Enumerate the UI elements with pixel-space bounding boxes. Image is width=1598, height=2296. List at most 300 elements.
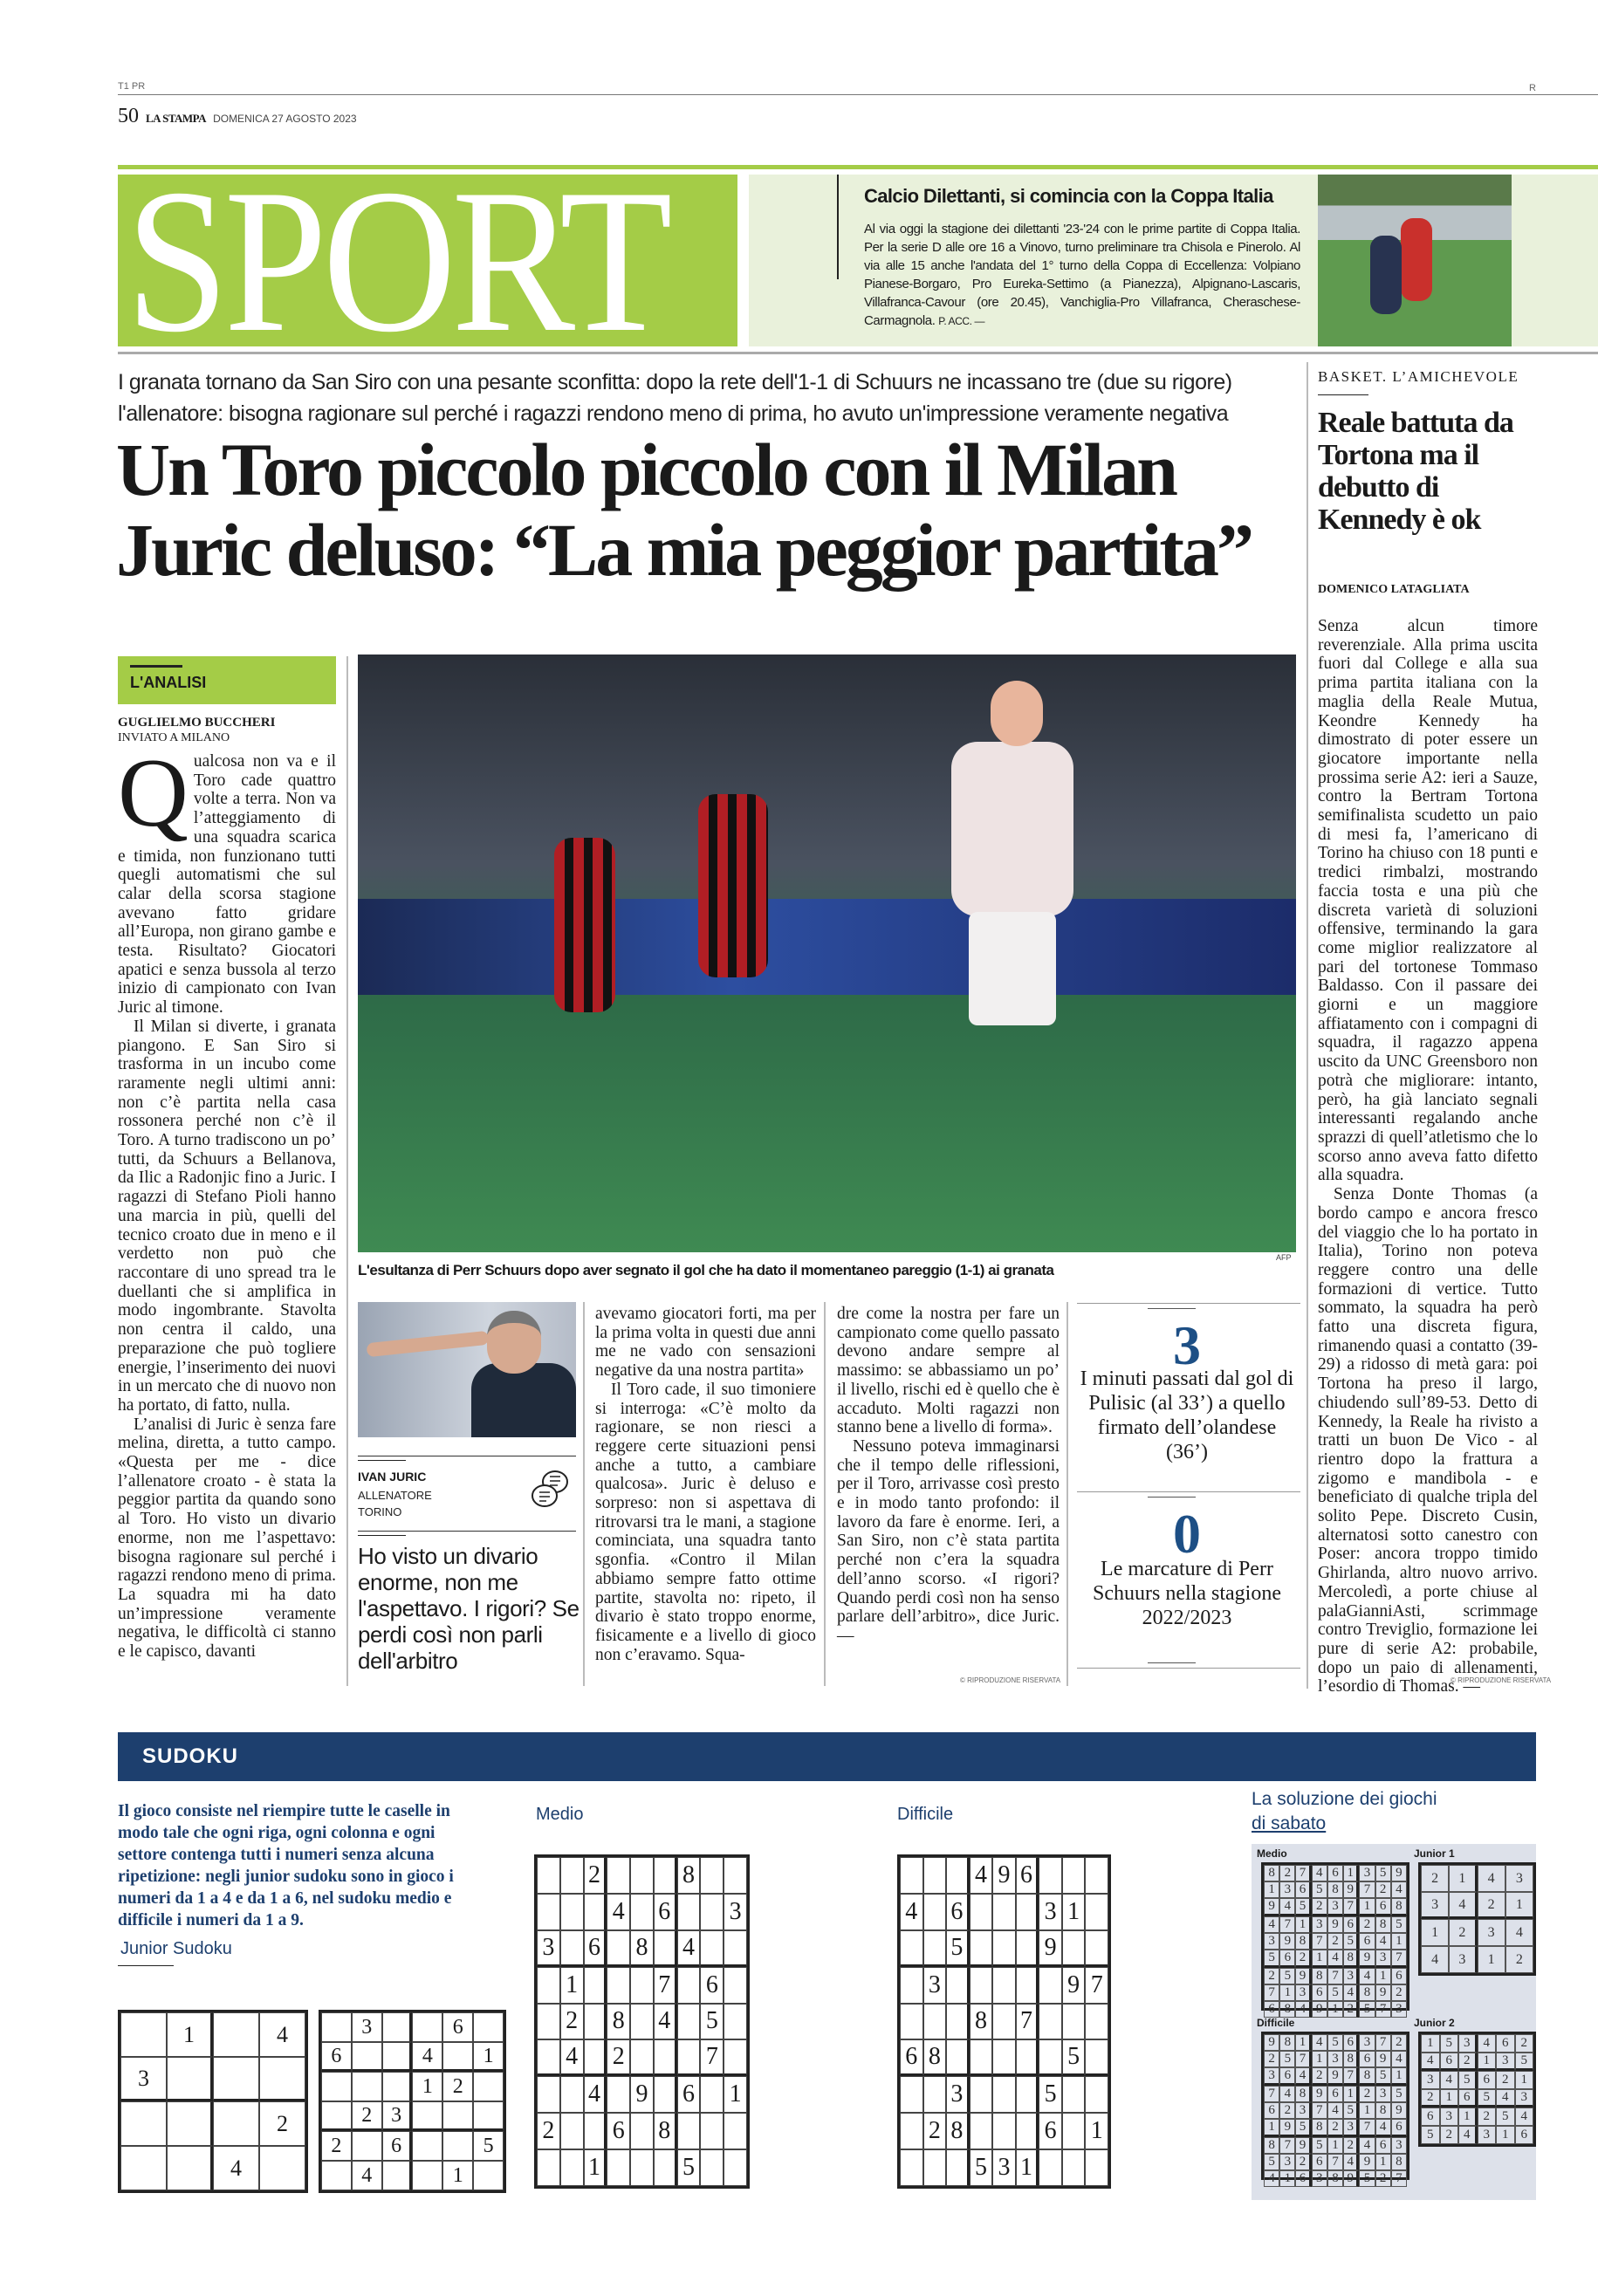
sudoku-cell: 2 (584, 1857, 607, 1894)
sudoku-cell: 7 (1295, 1865, 1311, 1881)
stat-1-number: 3 (1173, 1314, 1201, 1376)
sudoku-cell (167, 2057, 213, 2101)
sudoku-cell: 2 (1359, 2086, 1375, 2102)
sudoku-cell (560, 2113, 584, 2149)
sudoku-cell: 6 (1327, 1865, 1343, 1881)
sudoku-cell: 9 (1295, 1968, 1311, 1984)
sudoku-cell: 1 (1279, 1984, 1295, 2001)
brief-box (749, 175, 1598, 346)
sudoku-cell (900, 2113, 923, 2149)
sudoku-cell: 8 (607, 2004, 630, 2040)
basket-headline: Reale battuta da Tortona ma il debutto di Kennedy è ok (1318, 407, 1513, 536)
sudoku-cell: 9 (1375, 2051, 1391, 2067)
sudoku-cell (946, 1967, 970, 2004)
solution-panel: Medio Junior 1 Difficile Junior 2 (1252, 1844, 1536, 2200)
sudoku-cell (1085, 2149, 1108, 2186)
sudoku-cell: 1 (1279, 2170, 1295, 2187)
sudoku-cell: 2 (1312, 2067, 1327, 2086)
sudoku-cell: 1 (1421, 1919, 1449, 1946)
sudoku-cell: 8 (677, 1857, 701, 1894)
sudoku-cell: 1 (1359, 2102, 1375, 2119)
sudoku-cell: 6 (1391, 2119, 1407, 2137)
sudoku-cell (677, 1894, 701, 1930)
sudoku-cell: 7 (1359, 2119, 1375, 2137)
sudoku-cell: 6 (584, 1930, 607, 1967)
sudoku-cell: 3 (1375, 1950, 1391, 1968)
sudoku-cell: 5 (1440, 2034, 1459, 2053)
sudoku-cell (700, 1894, 724, 1930)
sudoku-cell: 4 (654, 2004, 677, 2040)
sudoku-cell: 7 (654, 1967, 677, 2004)
brief-photo (1318, 175, 1512, 346)
subhead: I granata tornano da San Siro con una pesante sconfitta: dopo la rete dell'1-1 di Schuurs ne incassano tre (due su rigore) l'allenatore: bisogna ragionare sul perché i ragazzi rendono meno di prima, ho avuto un'impressione veramente negativa (118, 370, 1232, 426)
sudoku-cell: 1 (412, 2072, 442, 2101)
sudoku-cell: 4 (560, 2039, 584, 2076)
edition-code: T1 PR (118, 81, 146, 92)
sudoku-cell: 4 (213, 2146, 259, 2190)
sudoku-cell (923, 1894, 947, 1930)
basket-author: DOMENICO LATAGLIATA (1318, 583, 1470, 596)
sudoku-cell (700, 1857, 724, 1894)
solution-medio (1261, 1862, 1409, 2016)
sudoku-cell: 9 (1264, 1898, 1279, 1916)
sudoku-cell (352, 2042, 382, 2072)
sudoku-cell: 4 (1295, 2001, 1311, 2018)
sudoku-cell: 5 (946, 1930, 970, 1967)
sudoku-cell (442, 2042, 473, 2072)
sudoku-cell (584, 2113, 607, 2149)
sudoku-cell: 3 (382, 2101, 413, 2131)
sudoku-cell: 5 (1062, 2039, 1086, 2076)
sudoku-cell (321, 2012, 352, 2042)
sudoku-cell (923, 1930, 947, 1967)
sudoku-cell: 8 (1312, 2119, 1327, 2137)
sudoku-cell: 6 (700, 1967, 724, 2004)
sudoku-cell (1085, 1930, 1108, 1967)
sudoku-cell (992, 2039, 1016, 2076)
sudoku-cell (654, 1857, 677, 1894)
sudoku-cell (537, 1967, 560, 2004)
sudoku-cell: 3 (1264, 2067, 1279, 2086)
sudoku-cell (167, 2146, 213, 2190)
sudoku-cell (1039, 2039, 1062, 2076)
sudoku-cell: 2 (1327, 2119, 1343, 2137)
sudoku-cell: 8 (1312, 1968, 1327, 1984)
sudoku-cell: 7 (1312, 1933, 1327, 1950)
sudoku-cell: 7 (1312, 2102, 1327, 2119)
sudoku-cell: 1 (1343, 1865, 1359, 1881)
sudoku-cell: 8 (1295, 1933, 1311, 1950)
sudoku-cell: 4 (1458, 2126, 1478, 2144)
sudoku-cell (607, 2076, 630, 2113)
sudoku-cell: 4 (259, 2012, 305, 2057)
sudoku-cell: 1 (1478, 2053, 1497, 2071)
sudoku-cell: 5 (1421, 2126, 1440, 2144)
sudoku-cell: 9 (992, 1857, 1016, 1894)
sudoku-cell (259, 2146, 305, 2190)
sudoku-cell (382, 2161, 413, 2190)
sudoku-cell: 3 (352, 2012, 382, 2042)
sudoku-cell: 3 (1421, 2071, 1440, 2089)
brief-body: Al via oggi la stagione dei dilettanti '23-'24 con le prime partite di Coppa Italia. Per la serie D alle ore 16 a Vinovo, turno preliminare tra Chisola e Pinerolo. Al via alle 15 anche l'andata del 1° turno della Coppa di Eccellenza: Volpiano Pianese-Borgaro, Pro Eureka-Settimo (a Pianezza), Alpignano-Lascaris, Villafranca-Cavour (ore 20.45), Vanchiglia-Pro Villafranca, Cheraschese-Carmagnola. P. ACC. — (864, 222, 1300, 328)
sudoku-cell: 5 (1264, 1950, 1279, 1968)
sudoku-cell: 2 (1279, 1865, 1295, 1881)
solution-junior-2 (1418, 2032, 1536, 2147)
sudoku-cell: 5 (1327, 1984, 1343, 2001)
sudoku-title: SUDOKU (142, 1744, 239, 1768)
sudoku-cell: 1 (1496, 2126, 1515, 2144)
sudoku-cell: 3 (1359, 1865, 1375, 1881)
sudoku-cell (724, 1857, 747, 1894)
basket-kicker: BASKET. L’AMICHEVOLE (1318, 368, 1519, 385)
sudoku-cell: 4 (1327, 1950, 1343, 1968)
sudoku-cell: 4 (352, 2161, 382, 2190)
sudoku-cell: 3 (1295, 1984, 1311, 2001)
sudoku-cell: 5 (1327, 2034, 1343, 2051)
sudoku-cell: 1 (442, 2161, 473, 2190)
sudoku-cell: 5 (1391, 2086, 1407, 2102)
sudoku-cell: 4 (607, 1894, 630, 1930)
sudoku-cell (630, 2039, 654, 2076)
sudoku-cell: 6 (1016, 1857, 1039, 1894)
sudoku-cell (473, 2161, 504, 2190)
sudoku-cell (473, 2012, 504, 2042)
sudoku-cell: 5 (1264, 2154, 1279, 2170)
sudoku-cell: 5 (1279, 1968, 1295, 1984)
sudoku-cell: 6 (1295, 2170, 1311, 2187)
sudoku-cell: 2 (1359, 1916, 1375, 1933)
sudoku-cell: 2 (1295, 1950, 1311, 1968)
sudoku-cell: 4 (1312, 2034, 1327, 2051)
sudoku-cell (584, 2004, 607, 2040)
sudoku-cell (630, 1857, 654, 1894)
sudoku-cell (923, 2076, 947, 2113)
sudoku-cell (946, 1857, 970, 1894)
page-number: 50 (118, 105, 139, 127)
sudoku-cell: 3 (1039, 1894, 1062, 1930)
sudoku-cell: 3 (1327, 1898, 1343, 1916)
sudoku-cell (560, 1930, 584, 1967)
sudoku-cell: 1 (1391, 1933, 1407, 1950)
sudoku-cell (1016, 1894, 1039, 1930)
sudoku-cell (1085, 2004, 1108, 2040)
sudoku-cell (412, 2131, 442, 2161)
sudoku-cell: 7 (1327, 1968, 1343, 1984)
sudoku-cell: 1 (1458, 2108, 1478, 2126)
sudoku-cell (584, 2039, 607, 2076)
sudoku-cell: 3 (1295, 2102, 1311, 2119)
sudoku-cell (607, 1857, 630, 1894)
sudoku-cell: 4 (1343, 2154, 1359, 2170)
sudoku-cell: 1 (1295, 2034, 1311, 2051)
sudoku-cell: 4 (1359, 2137, 1375, 2154)
sudoku-instructions: Il gioco consiste nel riempire tutte le caselle in modo tale che ogni riga, ogni colonna e ogni settore contenga tutti i numeri senza alcuna ripetizione: negli junior sudoku sono in gioco i numeri da 1 a 4 e da 1 a 6, nel sudoku medio e difficile i numeri da 1 a 9. (118, 1802, 454, 1929)
sudoku-cell: 5 (1312, 2137, 1327, 2154)
sudoku-cell (352, 2131, 382, 2161)
sudoku-cell (537, 2149, 560, 2186)
sudoku-cell: 1 (560, 1967, 584, 2004)
sudoku-cell: 5 (473, 2131, 504, 2161)
sudoku-cell (584, 1967, 607, 2004)
sudoku-cell (946, 2149, 970, 2186)
photo-credit: AFP (1276, 1253, 1292, 1262)
sudoku-cell: 3 (1478, 2126, 1497, 2144)
sudoku-cell (259, 2057, 305, 2101)
sudoku-cell (992, 2004, 1016, 2040)
sudoku-cell (412, 2101, 442, 2131)
sudoku-cell: 1 (1295, 1916, 1311, 1933)
sudoku-cell: 8 (946, 2113, 970, 2149)
sudoku-cell: 1 (473, 2042, 504, 2072)
sudoku-cell (900, 2149, 923, 2186)
sudoku-cell: 3 (1496, 2053, 1515, 2071)
solution-difficile (1261, 2032, 1409, 2185)
article-column-1: Qualcosa non va e il Toro cade quattro volte a terra. Non va l’atteggiamento di una squadra scarica e timida, non funzionano tutti quegli automatismi che sul calar della scorsa stagione avevano fatto gridare all’Europa, non girano gambe e testa. Risultato? Giocatori apatici e senza bussola al terzo inizio di campionato con Ivan Juric al timone. Il Milan si diverte, i granata piangono. E San Siro si trasforma in un incubo come raramente negli ultimi anni: non c’è partita nella casa rossonera perché non c’è il Toro. A turno tradiscono un po’ tutti, da Schuurs a Bellanova, da Ilic a Radonjic fino a Juric. I ragazzi di Stefano Pioli hanno una marcia in più, quelli del tecnico croato due in meno e il verdetto non può che raccontare di uno spread tra le duellanti che si amplifica in modo ingombrante. Stavolta non centra il caldo, una preparazione che può togliere energie, l’inserimento dei nuovi in un mercato che di nuovo non ha portato, di fatto, nulla. L’analisi di Juric è senza fare melina, diretta, a tutto campo. «Questa per me - dice l’allenatore croato - è stata la peggior partita da quando sono al Toro. Ho visto un divario enorme, non me l’aspettavo: bisogna ragionare sul perché i ragazzi rendono meno di prima. La squadra mi ha dato un’impressione veramente negativa, le difficoltà ci stanno e le capisco, davanti (118, 739, 336, 1662)
sudoku-cell (167, 2101, 213, 2146)
sudoku-cell: 1 (1449, 1865, 1477, 1892)
stat-1-text: I minuti passati dal gol di Pulisic (al 33’) a quello firmato dell’olandese (36’) (1080, 1367, 1294, 1463)
sudoku-cell (630, 1894, 654, 1930)
sudoku-cell: 4 (584, 2076, 607, 2113)
quote-name: IVAN JURIC (358, 1470, 427, 1484)
sudoku-cell: 6 (1515, 2126, 1534, 2144)
sudoku-cell (1039, 2149, 1062, 2186)
sudoku-cell: 8 (923, 2039, 947, 2076)
sudoku-cell: 3 (992, 2149, 1016, 2186)
sudoku-cell: 9 (1312, 2001, 1327, 2018)
sudoku-cell (992, 2076, 1016, 2113)
sudoku-cell (900, 2004, 923, 2040)
sudoku-cell (700, 2149, 724, 2186)
sudoku-cell: 7 (1391, 1950, 1407, 1968)
sudoku-cell: 3 (724, 1894, 747, 1930)
sudoku-cell: 2 (1440, 2126, 1459, 2144)
sudoku-cell: 6 (1359, 1933, 1375, 1950)
speech-bubbles-icon (531, 1468, 571, 1513)
sudoku-cell: 8 (1327, 1881, 1343, 1898)
sudoku-cell: 2 (321, 2131, 352, 2161)
sudoku-cell: 7 (1359, 1881, 1375, 1898)
headline-line-2: Juric deluso: “La mia peggior partita” (116, 508, 1252, 592)
sudoku-cell: 8 (1359, 1984, 1375, 2001)
sudoku-cell: 9 (630, 2076, 654, 2113)
sudoku-cell (1039, 2004, 1062, 2040)
sudoku-cell: 1 (1478, 1946, 1505, 1973)
sudoku-cell (970, 2039, 993, 2076)
junior-sudoku-6x6 (319, 2010, 506, 2193)
sudoku-cell: 4 (1375, 1933, 1391, 1950)
sudoku-cell (724, 2004, 747, 2040)
edition-side: R (1529, 83, 1536, 93)
sudoku-cell (213, 2012, 259, 2057)
sudoku-cell (992, 1894, 1016, 1930)
sudoku-cell: 3 (1312, 1916, 1327, 1933)
sudoku-cell (537, 2076, 560, 2113)
sudoku-cell: 5 (1039, 2076, 1062, 2113)
sudoku-cell: 9 (1312, 2086, 1327, 2102)
sudoku-cell (321, 2072, 352, 2101)
sudoku-cell: 2 (1295, 2154, 1311, 2170)
sudoku-cell: 8 (1295, 2086, 1311, 2102)
sudoku-cell: 6 (1327, 2086, 1343, 2102)
sudoku-cell: 2 (1343, 2137, 1359, 2154)
sudoku-cell: 9 (1295, 2137, 1311, 2154)
sudoku-cell: 6 (1391, 1968, 1407, 1984)
sudoku-cell: 1 (1264, 1881, 1279, 1898)
author: GUGLIELMO BUCCHERI (118, 716, 276, 730)
sudoku-cell (1016, 1930, 1039, 1967)
sudoku-cell: 3 (1391, 2001, 1407, 2018)
sudoku-cell: 1 (1391, 2067, 1407, 2086)
sudoku-cell (1085, 2076, 1108, 2113)
sudoku-cell: 2 (923, 2113, 947, 2149)
sudoku-cell: 5 (1343, 1933, 1359, 1950)
sudoku-cell: 7 (1327, 2154, 1343, 2170)
sudoku-cell (923, 1857, 947, 1894)
sudoku-cell: 6 (442, 2012, 473, 2042)
sudoku-cell (970, 1930, 993, 1967)
sudoku-cell: 5 (677, 2149, 701, 2186)
sudoku-cell: 7 (1343, 2067, 1359, 2086)
sudoku-cell: 3 (1391, 2137, 1407, 2154)
sudoku-cell: 1 (1505, 1892, 1533, 1919)
article-column-2: avevamo giocatori forti, ma per la prima volta in questi due anni me ne vado con sensazioni negative da una nostra partita» Il Toro cade, il suo timoniere si interroga: «C’è molto da ragionare, se non riesci a reggere certe situazioni pensi anche a tutto, a cambiare qualcosa». Juric è deluso e sorpreso: non si aspettava di ritrovarsi tra le mani, a stagione cominciata, una squadra tanto sgonfia. «Contro il Milan abbiamo sempre fatto ottime partite, stavolta no: ripeto, il divario è stato troppo enorme, fisicamente e a livello di gioco non c’eravamo. Squa- (595, 1305, 816, 1664)
sudoku-cell: 7 (1295, 2051, 1311, 2067)
sudoku-cell: 1 (1515, 2071, 1534, 2089)
sudoku-cell: 5 (1375, 1865, 1391, 1881)
sudoku-cell: 5 (1343, 2102, 1359, 2119)
sudoku-cell (700, 1930, 724, 1967)
sudoku-cell (1016, 2113, 1039, 2149)
sudoku-cell: 4 (1279, 1898, 1295, 1916)
sudoku-cell (700, 2076, 724, 2113)
sudoku-cell (700, 2113, 724, 2149)
sudoku-cell: 9 (1327, 2067, 1343, 2086)
sudoku-cell: 1 (1327, 2001, 1343, 2018)
sudoku-cell: 1 (1343, 2086, 1359, 2102)
sudoku-cell: 9 (1327, 1916, 1343, 1933)
sudoku-cell: 8 (1391, 2154, 1407, 2170)
sudoku-cell: 4 (1421, 2053, 1440, 2071)
sudoku-cell (654, 2149, 677, 2186)
sudoku-cell (584, 1894, 607, 1930)
section-rule (118, 165, 1598, 169)
sudoku-cell: 8 (1343, 1950, 1359, 1968)
sudoku-cell: 1 (1085, 2113, 1108, 2149)
sudoku-cell (537, 2004, 560, 2040)
sudoku-cell: 5 (700, 2004, 724, 2040)
sudoku-cell: 4 (1496, 2089, 1515, 2108)
sudoku-banner (118, 1732, 1536, 1781)
sudoku-cell: 7 (1391, 2170, 1407, 2187)
sudoku-cell (1039, 1857, 1062, 1894)
sudoku-cell: 8 (1279, 2034, 1295, 2051)
author-role: INVIATO A MILANO (118, 731, 230, 744)
sudoku-cell: 5 (1312, 1881, 1327, 1898)
sudoku-cell (120, 2146, 167, 2190)
sudoku-cell: 8 (1359, 2067, 1375, 2086)
sudoku-cell: 6 (1039, 2113, 1062, 2149)
sudoku-cell (382, 2042, 413, 2072)
sudoku-cell: 1 (1312, 2051, 1327, 2067)
sudoku-cell: 5 (1375, 2067, 1391, 2086)
sudoku-cell (724, 1930, 747, 1967)
sudoku-cell: 6 (1295, 1881, 1311, 1898)
sudoku-cell: 3 (1478, 1919, 1505, 1946)
sudoku-cell (724, 2113, 747, 2149)
difficile-title: Difficile (897, 1805, 954, 1824)
sudoku-cell: 1 (724, 2076, 747, 2113)
brief-title: Calcio Dilettanti, si comincia con la Coppa Italia (864, 185, 1273, 207)
sudoku-cell: 9 (1343, 2170, 1359, 2187)
sudoku-cell: 3 (1279, 1881, 1295, 1898)
sudoku-cell (992, 1967, 1016, 2004)
sudoku-cell: 5 (1295, 1898, 1311, 1916)
sudoku-cell: 1 (1062, 1894, 1086, 1930)
sudoku-cell (923, 2004, 947, 2040)
sudoku-cell (630, 1967, 654, 2004)
sudoku-cell (946, 2039, 970, 2076)
sudoku-cell: 6 (1264, 2001, 1279, 2018)
sudoku-cell (412, 2161, 442, 2190)
sudoku-cell: 3 (120, 2057, 167, 2101)
sudoku-cell: 2 (607, 2039, 630, 2076)
sudoku-cell (992, 2113, 1016, 2149)
sudoku-cell: 1 (1440, 2089, 1459, 2108)
sudoku-cell: 2 (259, 2101, 305, 2146)
sudoku-cell: 2 (1391, 2034, 1407, 2051)
sudoku-cell: 1 (1375, 1968, 1391, 1984)
sudoku-cell (1062, 2149, 1086, 2186)
sudoku-cell: 2 (1421, 2089, 1440, 2108)
sudoku-cell: 4 (1264, 1916, 1279, 1933)
main-photo (358, 655, 1296, 1252)
sudoku-cell (1016, 2076, 1039, 2113)
sudoku-cell: 9 (1375, 1984, 1391, 2001)
sudoku-cell (412, 2012, 442, 2042)
sudoku-cell: 6 (321, 2042, 352, 2072)
sudoku-cell: 6 (1496, 2034, 1515, 2053)
sudoku-cell (473, 2101, 504, 2131)
sudoku-cell: 6 (1375, 2137, 1391, 2154)
sudoku-cell: 3 (1375, 2086, 1391, 2102)
sudoku-cell: 6 (1279, 1950, 1295, 1968)
sudoku-cell: 4 (1343, 1984, 1359, 2001)
sudoku-cell (654, 2076, 677, 2113)
sudoku-cell (321, 2101, 352, 2131)
headline (116, 429, 1320, 590)
sudoku-cell: 2 (352, 2101, 382, 2131)
sudoku-cell: 6 (1458, 2089, 1478, 2108)
sudoku-cell: 8 (1279, 2001, 1295, 2018)
sudoku-cell: 9 (1062, 1967, 1086, 2004)
sudoku-cell (900, 1857, 923, 1894)
sudoku-cell: 9 (1279, 2119, 1295, 2137)
sudoku-cell: 7 (1279, 2137, 1295, 2154)
sudoku-cell (724, 2149, 747, 2186)
sudoku-cell: 4 (1327, 2102, 1343, 2119)
sudoku-cell: 3 (1359, 2034, 1375, 2051)
sudoku-cell: 3 (1440, 2108, 1459, 2126)
sudoku-cell: 6 (1375, 1898, 1391, 1916)
sudoku-cell: 2 (1375, 2170, 1391, 2187)
page-header (118, 105, 357, 128)
sudoku-cell: 3 (1327, 2051, 1343, 2067)
sudoku-cell: 2 (1279, 2102, 1295, 2119)
sudoku-cell: 7 (1343, 1898, 1359, 1916)
sudoku-cell: 4 (1505, 1919, 1533, 1946)
sudoku-cell: 6 (1312, 1984, 1327, 2001)
